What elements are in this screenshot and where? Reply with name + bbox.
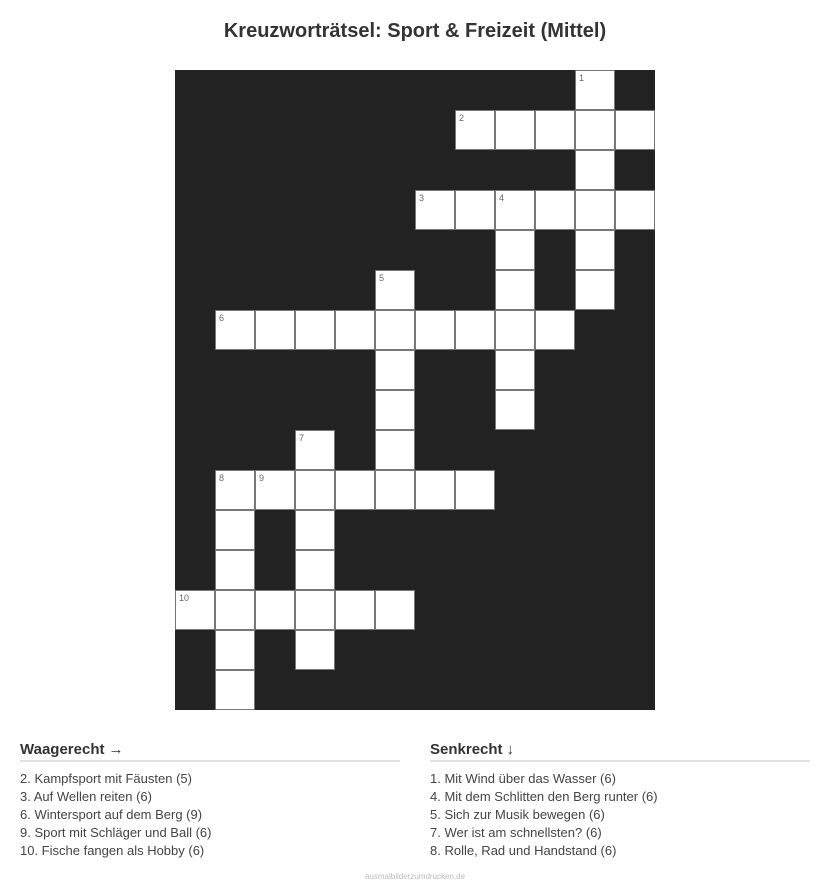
grid-cell[interactable] — [255, 590, 295, 630]
grid-cell[interactable] — [375, 390, 415, 430]
grid-cell[interactable] — [375, 470, 415, 510]
grid-cell[interactable] — [375, 270, 415, 310]
clue-number: 9 — [259, 473, 265, 483]
grid-cell[interactable] — [295, 510, 335, 550]
grid-cell[interactable] — [215, 590, 255, 630]
grid-cell[interactable] — [295, 430, 335, 470]
grid-cell[interactable] — [415, 310, 455, 350]
grid-cell[interactable] — [215, 550, 255, 590]
down-clue: 4. Mit dem Schlitten den Berg runter (6) — [430, 789, 658, 804]
grid-cell[interactable] — [455, 470, 495, 510]
grid-cell[interactable] — [535, 310, 575, 350]
grid-cell[interactable] — [295, 630, 335, 670]
grid-cell[interactable] — [575, 70, 615, 110]
across-clues-section — [20, 740, 400, 860]
grid-cell[interactable] — [575, 150, 615, 190]
clue-number: 1 — [579, 73, 585, 83]
grid-cell[interactable] — [535, 110, 575, 150]
grid-cell[interactable] — [495, 110, 535, 150]
grid-cell[interactable] — [375, 430, 415, 470]
grid-cell[interactable] — [455, 190, 495, 230]
grid-cell[interactable] — [295, 470, 335, 510]
grid-cell[interactable] — [575, 230, 615, 270]
grid-cell[interactable] — [295, 550, 335, 590]
grid-cell[interactable] — [615, 110, 655, 150]
grid-cell[interactable] — [295, 310, 335, 350]
grid-cell[interactable] — [215, 510, 255, 550]
grid-cell[interactable] — [335, 590, 375, 630]
grid-cell[interactable] — [375, 350, 415, 390]
footer-credit: ausmalbilderzumdrucken.de — [364, 872, 466, 881]
clue-number: 8 — [219, 473, 225, 483]
across-clue: 10. Fische fangen als Hobby (6) — [20, 843, 205, 858]
grid-cell[interactable] — [495, 270, 535, 310]
down-heading-label: Senkrecht — [430, 741, 503, 758]
grid-cell[interactable] — [575, 110, 615, 150]
clue-number: 10 — [179, 593, 190, 603]
grid-cell[interactable] — [375, 310, 415, 350]
grid-cell[interactable] — [495, 230, 535, 270]
grid-cell[interactable] — [495, 390, 535, 430]
clue-number: 3 — [419, 193, 425, 203]
grid-cell[interactable] — [575, 270, 615, 310]
grid-cell[interactable] — [455, 110, 495, 150]
grid-cell[interactable] — [615, 190, 655, 230]
down-clues-section — [430, 740, 810, 860]
grid-cell[interactable] — [255, 470, 295, 510]
grid-cell[interactable] — [175, 590, 215, 630]
grid-cell[interactable] — [295, 590, 335, 630]
clue-number: 6 — [219, 313, 225, 323]
grid-cell[interactable] — [335, 470, 375, 510]
across-clue: 6. Wintersport auf dem Berg (9) — [20, 807, 203, 822]
across-heading — [20, 740, 400, 762]
across-heading-label: Waagerecht — [20, 741, 105, 758]
across-clue: 9. Sport mit Schläger und Ball (6) — [20, 825, 212, 840]
grid-cell[interactable] — [415, 190, 455, 230]
grid-cell[interactable] — [335, 310, 375, 350]
clue-number: 7 — [299, 433, 305, 443]
clue-number: 2 — [459, 113, 465, 123]
grid-cell[interactable] — [255, 310, 295, 350]
grid-cell[interactable] — [455, 310, 495, 350]
across-clue: 3. Auf Wellen reiten (6) — [20, 789, 152, 804]
puzzle-title: Kreuzworträtsel: Sport & Freizeit (Mittel) — [223, 20, 607, 42]
clue-number: 4 — [499, 193, 505, 203]
down-clue: 5. Sich zur Musik bewegen (6) — [430, 807, 605, 822]
grid-cell[interactable] — [375, 590, 415, 630]
grid-cell[interactable] — [415, 470, 455, 510]
grid-cell[interactable] — [535, 190, 575, 230]
grid-cell[interactable] — [495, 190, 535, 230]
right-arrow-icon: → — [108, 741, 124, 758]
grid-cell[interactable] — [495, 350, 535, 390]
clue-number: 5 — [379, 273, 385, 283]
grid-cell[interactable] — [215, 310, 255, 350]
grid-cell[interactable] — [215, 670, 255, 710]
grid-cell[interactable] — [495, 310, 535, 350]
across-clue: 2. Kampfsport mit Fäusten (5) — [20, 771, 192, 786]
grid-cell[interactable] — [575, 190, 615, 230]
grid-cell[interactable] — [215, 630, 255, 670]
down-heading — [430, 740, 810, 762]
down-clue: 1. Mit Wind über das Wasser (6) — [430, 771, 616, 786]
down-clue: 8. Rolle, Rad und Handstand (6) — [430, 843, 617, 858]
down-clue: 7. Wer ist am schnellsten? (6) — [430, 825, 602, 840]
crossword-grid — [175, 70, 655, 710]
down-arrow-icon: ↓ — [506, 741, 515, 758]
grid-cell[interactable] — [215, 470, 255, 510]
